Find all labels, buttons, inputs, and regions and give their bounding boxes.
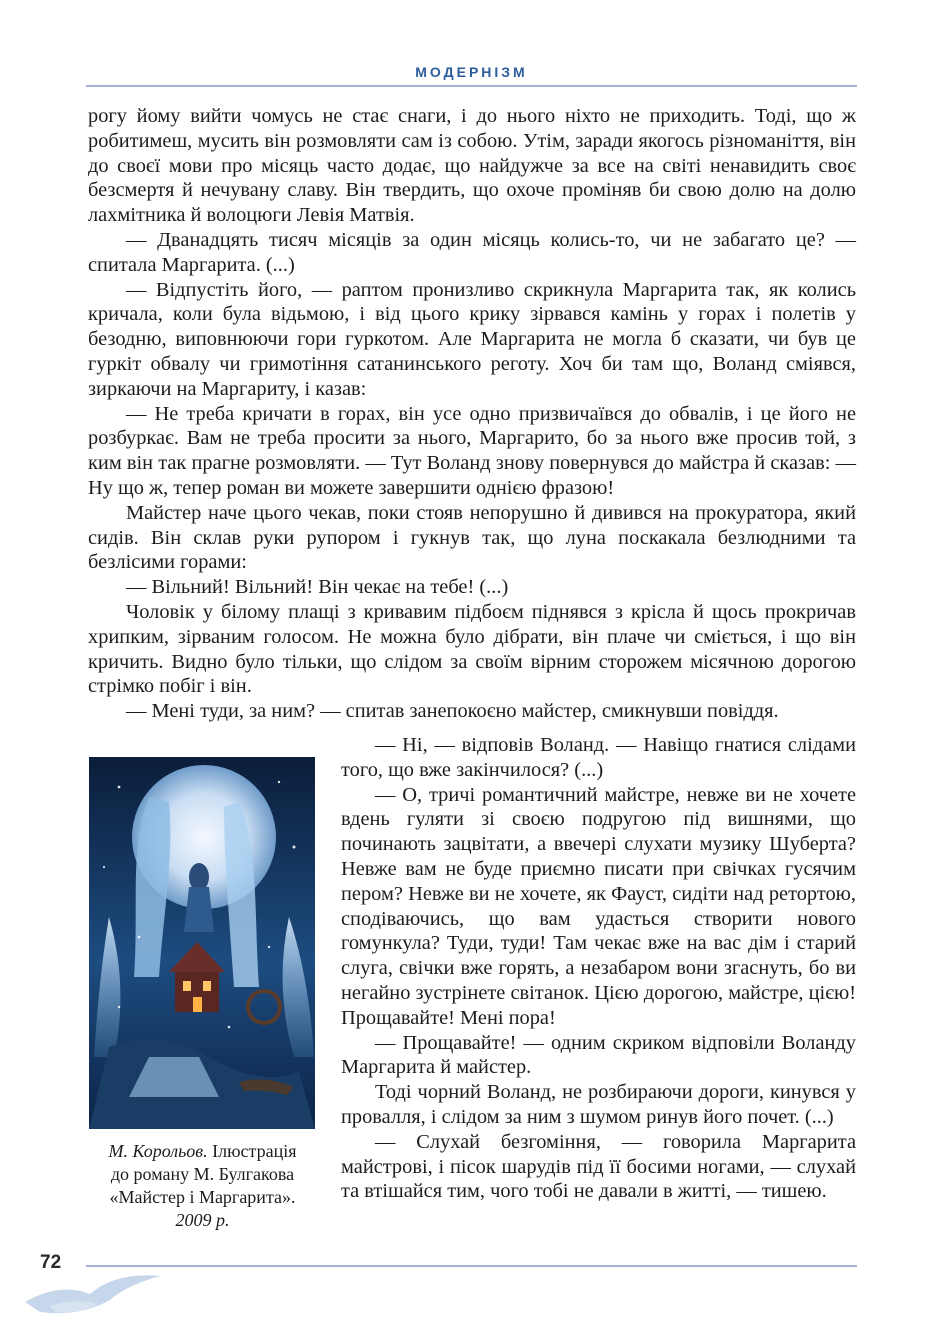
caption-year: 2009 р. bbox=[175, 1210, 230, 1230]
paragraph: — Відпустіть його, — раптом пронизливо скрикнула Маргарита так, як колись кричала, коли була відьмою, і від цього крику зірвався камінь у горах і полетів у безодню, виповнюючи гори гуркотом. Але Маргарита не могла б сказати, чи був це гуркіт обвалу чи гримотіння сатанинського реготу. Хоч би там що, Воланд сміявся, зиркаючи на Маргариту, і казав: bbox=[88, 278, 856, 400]
book-illustration bbox=[89, 757, 315, 1129]
main-text-top bbox=[88, 104, 856, 724]
paragraph: Чоловік у білому плащі з кривавим підбоєм піднявся з крісла й щось прокричав хрипким, зірваним голосом. Не можна було дібрати, він плаче чи сміється, і що він кричить. Видно було тільки, що слідом за своїм вірним сторожем місячною дорогою стрімко побіг і він. bbox=[88, 600, 856, 698]
paragraph: — Не треба кричати в горах, він усе одно призвичаївся до обвалів, і це його не розбуркає. Вам не треба просити за нього, Маргарито, бо за нього вже просив той, з ким він так прагне розмовляти. — Тут Воланд знову повернувся до майстра й сказав: — Ну що ж, тепер роман ви можете завершити однією фразою! bbox=[88, 402, 856, 499]
paragraph: Тоді чорний Воланд, не розбираючи дороги, кинувся у провалля, і слідом за ним з шумом ринув його почет. (...) bbox=[341, 1081, 856, 1128]
illustration-caption bbox=[80, 1140, 325, 1232]
caption-text: до роману М. Булгакова bbox=[110, 1164, 295, 1184]
caption-text: «Майстер і Маргарита». bbox=[109, 1187, 296, 1207]
caption-text: Ілюстрація bbox=[207, 1141, 297, 1161]
bird-icon bbox=[20, 1262, 170, 1322]
paragraph: — Прощавайте! — одним скриком відповіли Воланду Маргарита й майстер. bbox=[341, 1031, 856, 1079]
caption-author: М. Корольов. bbox=[108, 1141, 208, 1161]
paragraph: рогу йому вийти чомусь не стає снаги, і до нього ніхто не приходить. Тоді, що ж робитимеш, мусить він розмовляти сам із собою. Утім, заради якогось різноманіття, він до своєї мови про місяць часто додає, що найдужче за все на світі ненавидить своє безсмертя й нечувану славу. Він твердить, що охоче проміняв би свою долю на долю лахмітника й волоцюги Левія Матвія. bbox=[88, 105, 856, 227]
main-text-right bbox=[341, 733, 856, 1204]
paragraph: — Мені туди, за ним? — спитав занепокоєно майстер, смикнувши повіддя. bbox=[126, 700, 779, 723]
paragraph: — Ні, — відповів Воланд. — Навіщо гнатися слідами того, що вже закінчилося? (...) bbox=[341, 734, 856, 781]
illustration-image bbox=[89, 757, 315, 1129]
section-header: МОДЕРНІЗМ bbox=[415, 64, 528, 80]
paragraph: — Слухай безгоміння, — говорила Маргарита майстрові, і пісок шарудів під її босими ногами, — слухай та втішайся тим, чого тобі не давали в житті, — тишею. bbox=[341, 1130, 856, 1203]
paragraph: — О, тричі романтичний майстре, невже ви не хочете вдень гуляти зі своєю подругою під вишнями, що починають зацвітати, а ввечері слухати музику Шуберта? Невже вам не буде приємно писати при свічках гусячим пером? Невже ви не хочете, як Фауст, сидіти над ретортою, сподіваючись, що вам удасться створити нового гомункула? Туди, туди! Там чекає вже на вас дім і старий слуга, свічки вже горять, а незабаром вони згаснуть, бо ви негайно зустрінете світанок. Цією дорогою, майстре, цією! Прощавайте! Мені пора! bbox=[341, 783, 856, 1029]
paragraph: — Вільний! Вільний! Він чекає на тебе! (...) bbox=[126, 576, 509, 599]
footer-rule bbox=[86, 1265, 857, 1267]
paragraph: — Дванадцять тисяч місяців за один місяць колись-то, чи не забагато це? — спитала Маргарита. (...) bbox=[88, 228, 856, 276]
page-number: 72 bbox=[40, 1252, 62, 1273]
paragraph: Майстер наче цього чекав, поки стояв непорушно й дивився на прокуратора, який сидів. Він склав руки рупором і гукнув так, що луна поскакала безлюдними та безлісими горами: bbox=[88, 501, 856, 574]
header-rule bbox=[86, 85, 857, 87]
